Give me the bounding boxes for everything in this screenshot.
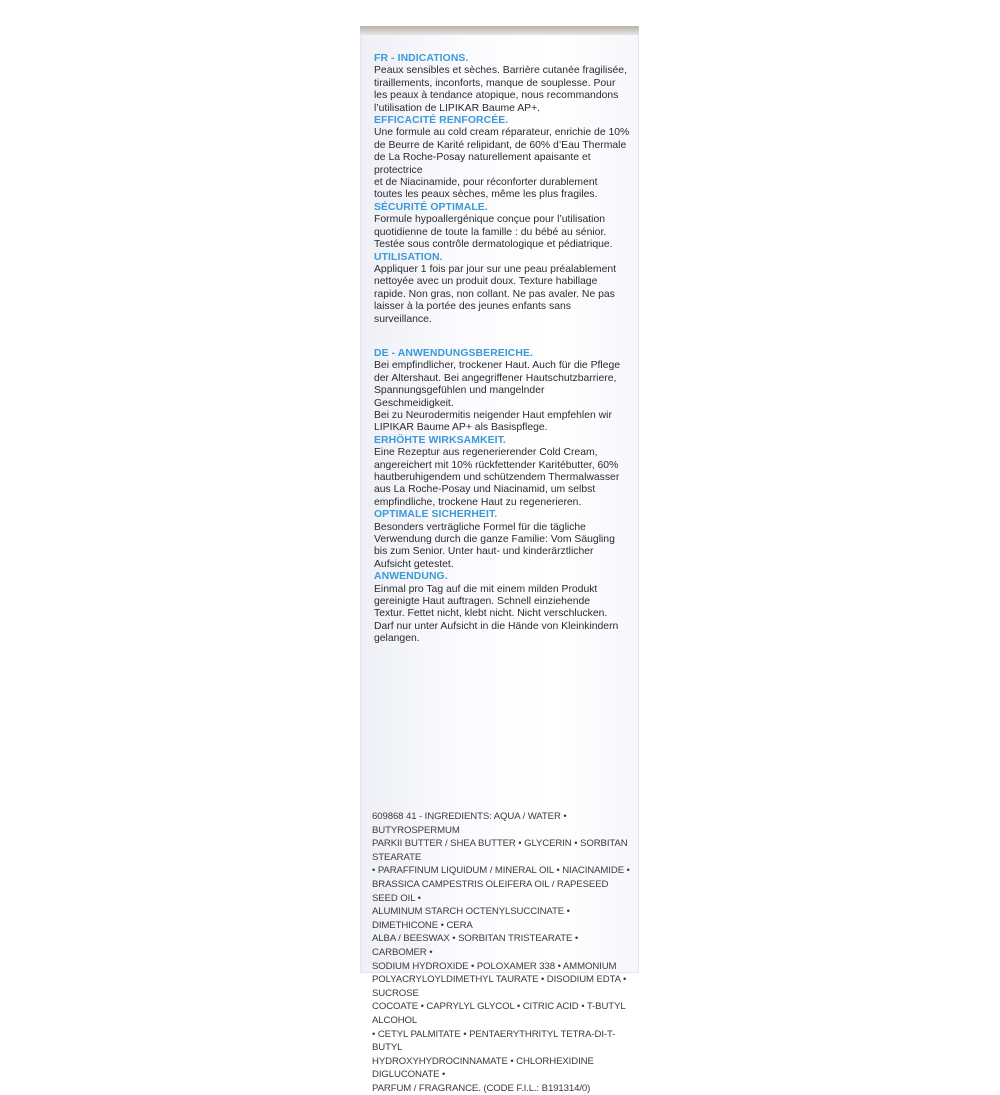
de-sicherheit-heading: OPTIMALE SICHERHEIT. — [374, 509, 498, 521]
de-anwendung-text: Einmal pro Tag auf die mit einem milden Produkt gereinigte Haut auftragen. Schnell einziehende Textur. Fettet nicht, klebt nicht. Nicht verschlucken. Darf nur unter Aufsicht in die Hände von Kleinkindern gelangen. — [374, 583, 619, 645]
ingredients-list: 609868 41 - INGREDIENTS: AQUA / WATER • BUTYROSPERMUM PARKII BUTTER / SHEA BUTTER • GLYCERIN • SORBITAN STEARATE • PARAFFINUM LIQUIDUM / MINERAL OIL • NIACINAMIDE • BRASSICA CAMPESTRIS OLEIFERA OIL / RAPESEED SEED OIL • ALUMINUM STARCH OCTENYLSUCCINATE • DIMETHICONE • CERA ALBA / BEESWAX • SORBITAN TRISTEARATE • CARBOMER • SODIUM HYDROXIDE • POLOXAMER 338 • AMMONIUM POLYACRYLOYLDIMETHYL TAURATE • DISODIUM EDTA • SUCROSE COCOATE • CAPRYLYL GLYCOL • CITRIC ACID • T-BUTYL ALCOHOL • CETYL PALMITATE • PENTAERYTHRITYL TETRA-DI-T-BUTYL HYDROXYHYDROCINNAMATE • CHLORHEXIDINE DIGLUCONATE • PARFUM / FRAGRANCE. (CODE F.I.L.: B191314/0) — [372, 811, 630, 1094]
fr-securite-heading: SÉCURITÉ OPTIMALE. — [374, 201, 488, 213]
fr-efficacite-heading: EFFICACITÉ RENFORCÉE. — [374, 115, 509, 127]
instructions-text-block — [374, 53, 634, 646]
fr-securite-text: Formule hypoallergénique conçue pour l’utilisation quotidienne de toute la famille : du bébé au sénior. Testée sous contrôle dermatologique et pédiatrique. — [374, 214, 613, 251]
de-wirksamkeit-heading: ERHÖHTE WIRKSAMKEIT. — [374, 434, 506, 446]
package-top-edge — [360, 26, 639, 35]
de-anwendungsbereiche-text: Bei empfindlicher, trockener Haut. Auch für die Pflege der Altershaut. Bei angegriffener Hautschutzbarriere, Spannungsgefühlen und mangelnder Geschmeidigkeit. Bei zu Neurodermitis neigender Haut empfehlen wir LIPIKAR Baume AP+ als Basispflege. — [374, 360, 621, 434]
de-anwendung-heading: ANWENDUNG. — [374, 571, 448, 583]
fr-utilisation-text: Appliquer 1 fois par jour sur une peau préalablement nettoyée avec un produit doux. Texture habillage rapide. Non gras, non collant. Ne pas avaler. Ne pas laisser à la portée des jeunes enfants sans surveillance. — [374, 263, 617, 325]
fr-utilisation-heading: UTILISATION. — [374, 251, 443, 263]
de-wirksamkeit-text: Eine Rezeptur aus regenerierender Cold Cream, angereichert mit 10% rückfettender Karitébutter, 60% hautberuhigendem und schützendem Thermalwasser aus La Roche-Posay und Niacinamid, um selbst empfindliche, trockene Haut zu regenerieren. — [374, 447, 620, 508]
de-anwendungsbereiche-heading: DE - ANWENDUNGSBEREICHE. — [374, 347, 534, 359]
de-sicherheit-text: Besonders verträgliche Formel für die tägliche Verwendung durch die ganze Familie: Vom Säugling bis zum Senior. Unter haut- und kinderärztlicher Aufsicht getestet. — [374, 521, 615, 570]
fr-efficacite-text: Une formule au cold cream réparateur, enrichie de 10% de Beurre de Karité relipidant, de 60% d’Eau Thermale de La Roche-Posay naturellement apaisante et protectrice et de Niacinamide, pour réconforter durablement toutes les peaux sèches, même les plus fragiles. — [374, 127, 630, 201]
fr-indications-heading: FR - INDICATIONS. — [374, 53, 469, 64]
fr-indications-text: Peaux sensibles et sèches. Barrière cutanée fragilisée, tiraillements, inconforts, manque de souplesse. Pour les peaux à tendance atopique, nous recommandons l’utilisation de LIPIKAR Baume AP+. — [374, 65, 627, 114]
de-section — [374, 348, 634, 646]
